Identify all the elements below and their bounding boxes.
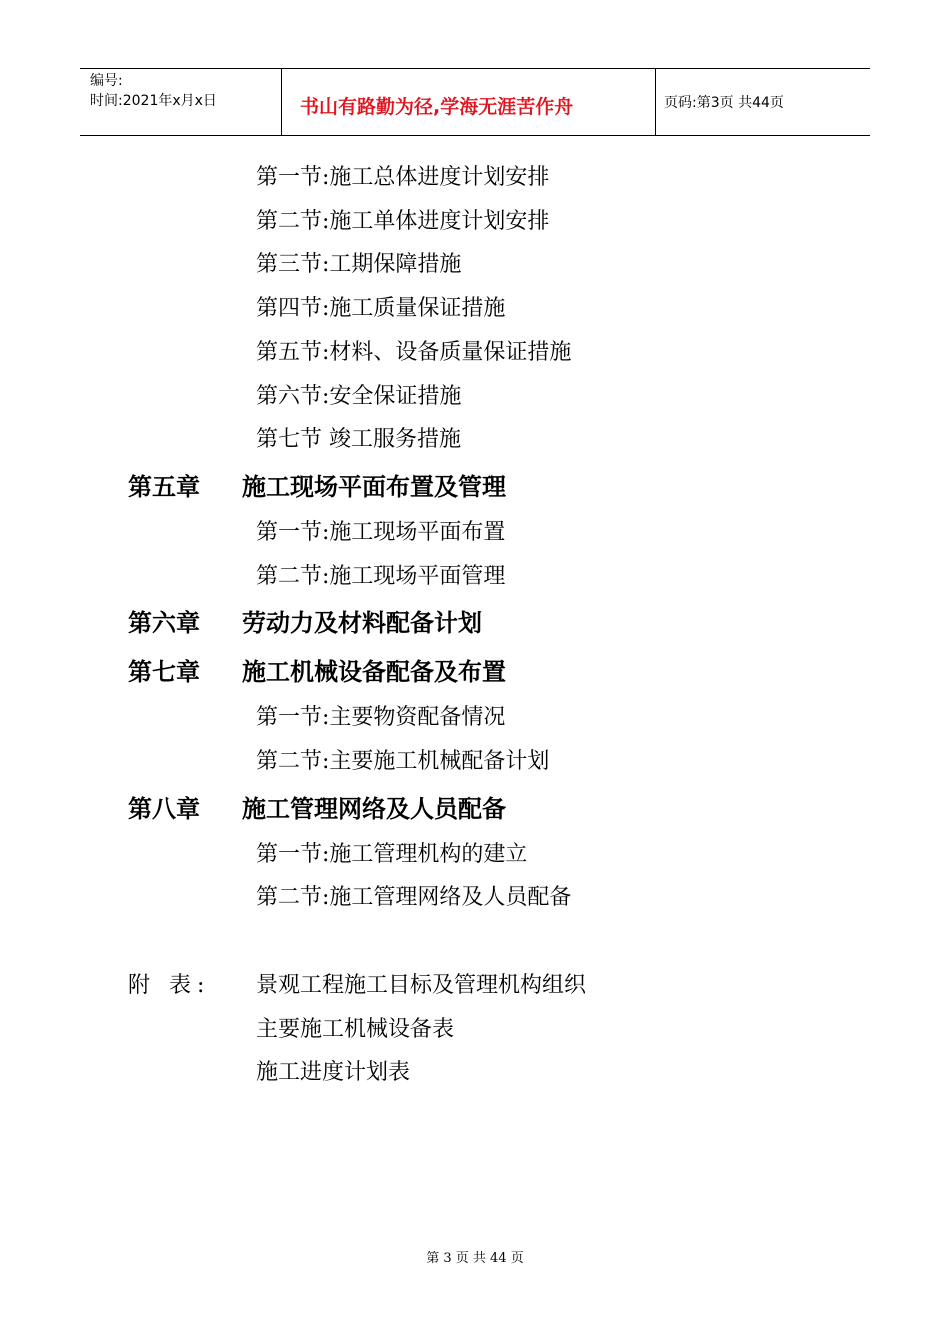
appendix-item-1: 景观工程施工目标及管理机构组织 — [256, 973, 587, 998]
chapter-title: 施工管理网络及人员配备 — [242, 794, 506, 823]
toc-chapter-7 — [128, 652, 506, 687]
appendix-item-2: 主要施工机械设备表 — [256, 1017, 455, 1042]
chapter-title: 施工现场平面布置及管理 — [242, 472, 506, 501]
chapter-label: 第七章 — [128, 657, 200, 686]
chapter-title: 劳动力及材料配备计划 — [242, 608, 482, 637]
header-bottom-border — [80, 135, 870, 136]
page-footer: 第 3 页 共 44 页 — [426, 1251, 524, 1266]
header-divider-right — [655, 68, 656, 136]
chapter-label: 第八章 — [128, 794, 200, 823]
toc-section-2: 第二节:施工单体进度计划安排 — [256, 209, 550, 234]
toc-chapter-8 — [128, 789, 506, 824]
toc-section-6: 第六节:安全保证措施 — [256, 384, 462, 409]
chapter-label: 第六章 — [128, 608, 200, 637]
header-top-border — [80, 68, 870, 69]
toc-section-4: 第四节:施工质量保证措施 — [256, 296, 506, 321]
toc-section-12: 第一节:施工管理机构的建立 — [256, 842, 528, 867]
header-page-info: 页码:第3页 共44页 — [664, 95, 784, 111]
toc-section-3: 第三节:工期保障措施 — [256, 252, 462, 277]
header-divider-left — [281, 68, 282, 136]
toc-section-5: 第五节:材料、设备质量保证措施 — [256, 340, 572, 365]
header-motto: 书山有路勤为径,学海无涯苦作舟 — [300, 96, 574, 118]
appendix-item-3: 施工进度计划表 — [256, 1060, 411, 1085]
header-number-label: 编号: — [90, 73, 123, 89]
toc-section-10: 第一节:主要物资配备情况 — [256, 705, 506, 730]
appendix-label: 附 表: — [128, 973, 211, 998]
toc-section-7: 第七节 竣工服务措施 — [256, 427, 461, 452]
toc-section-9: 第二节:施工现场平面管理 — [256, 564, 506, 589]
toc-section-11: 第二节:主要施工机械配备计划 — [256, 749, 550, 774]
header-time-label: 时间:2021年x月x日 — [90, 93, 217, 109]
toc-section-13: 第二节:施工管理网络及人员配备 — [256, 885, 572, 910]
toc-section-8: 第一节:施工现场平面布置 — [256, 520, 506, 545]
chapter-title: 施工机械设备配备及布置 — [242, 657, 506, 686]
toc-chapter-6 — [128, 603, 482, 638]
toc-chapter-5 — [128, 467, 506, 502]
chapter-label: 第五章 — [128, 472, 200, 501]
toc-section-1: 第一节:施工总体进度计划安排 — [256, 165, 550, 190]
